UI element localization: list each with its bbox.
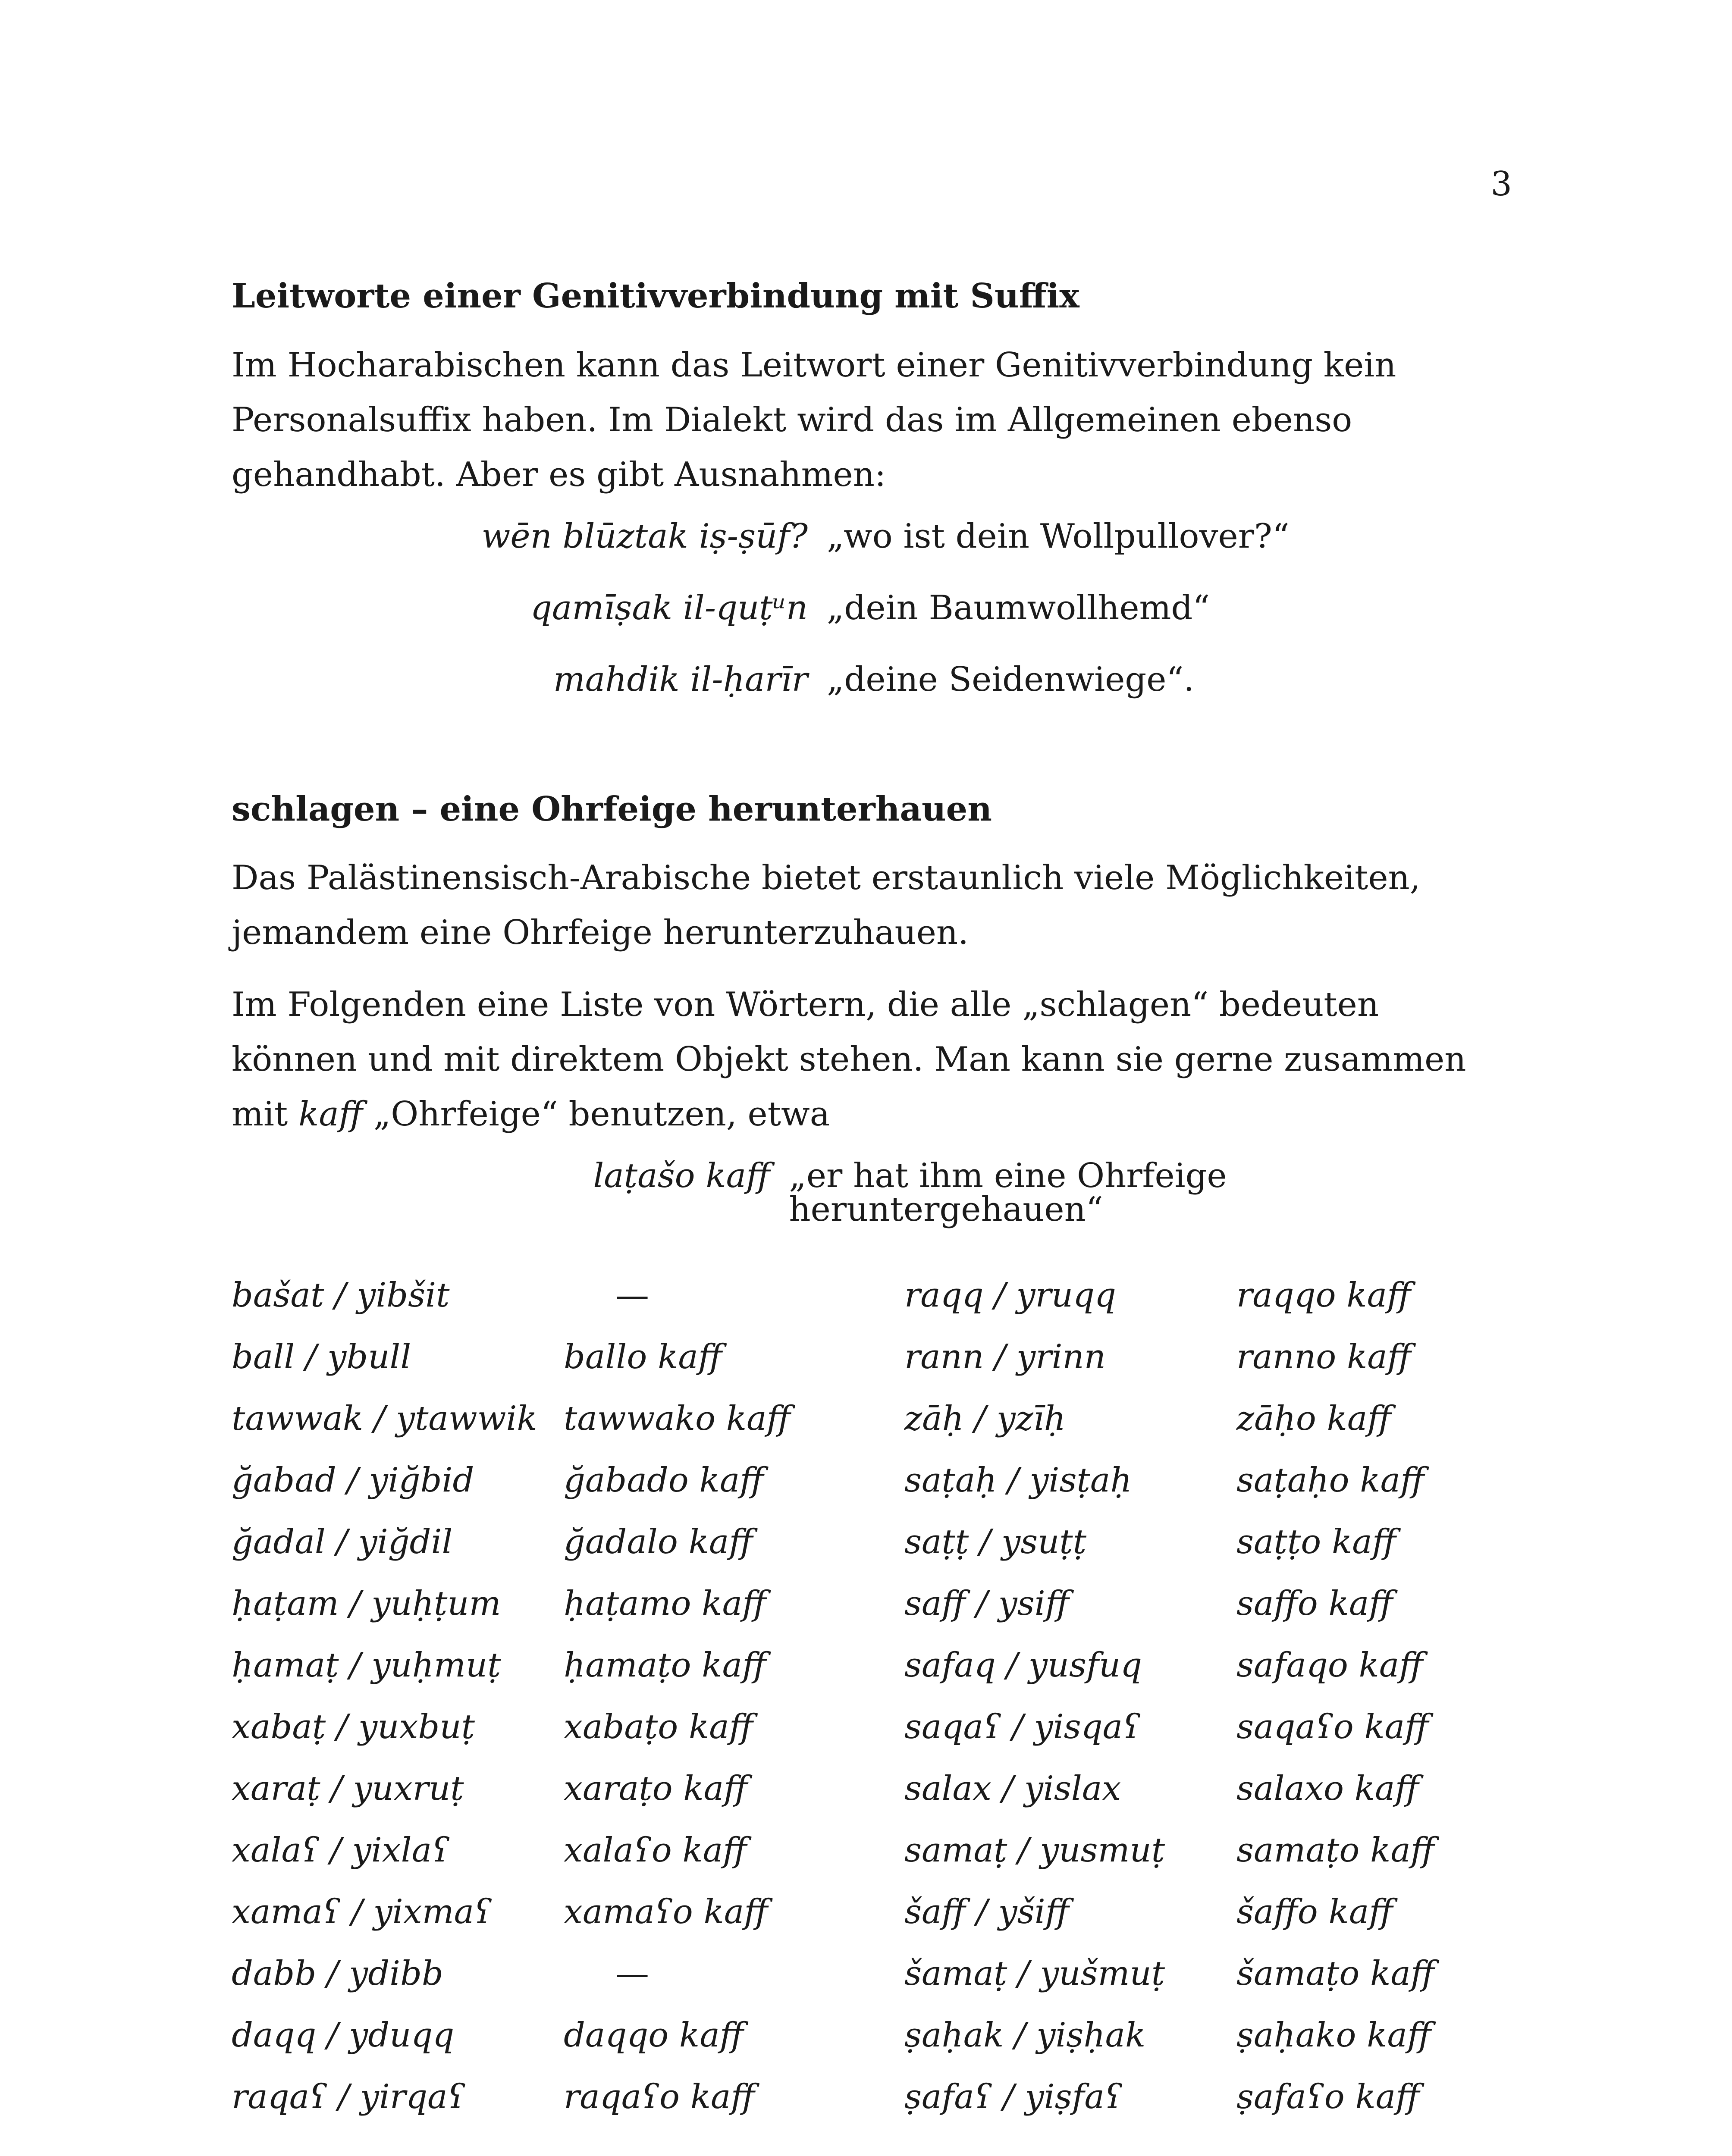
table-cell-verb-with-kaff: daqqo kaff — [564, 2016, 744, 2055]
table-cell-verb-with-kaff: saṭṭo kaff — [1236, 1523, 1396, 1562]
table-cell-verb-forms: salax / yislax — [904, 1769, 1121, 1808]
table-cell-verb-with-kaff: raqaʕo kaff — [564, 2078, 755, 2117]
page-content — [232, 276, 1512, 2137]
table-cell-verb-with-kaff: xabaṭo kaff — [564, 1708, 753, 1747]
table-cell-verb-with-kaff: xaraṭo kaff — [564, 1769, 748, 1808]
paragraph-text: Im Folgenden eine Liste von Wörtern, die alle „schlagen“ bedeuten können und mit direktem Objekt stehen. Man kann sie gerne zusammen mit — [232, 985, 1466, 1134]
table-cell-verb-forms: safaq / yusfuq — [904, 1646, 1142, 1685]
table-cell-verb-with-kaff: saṭaḥo kaff — [1236, 1461, 1425, 1500]
table-cell-verb-forms: raqq / yruqq — [904, 1276, 1116, 1315]
section-heading: schlagen – eine Ohrfeige herunterhauen — [232, 789, 992, 829]
table-cell-verb-forms: tawwak / ytawwik — [232, 1399, 537, 1438]
table-cell-verb-forms: saṭaḥ / yisṭaḥ — [904, 1461, 1132, 1500]
table-cell-verb-with-kaff: šamaṭo kaff — [1236, 1954, 1435, 1993]
example-row — [232, 588, 1512, 627]
section-paragraph: Im Hocharabischen kann das Leitwort einer Genitivverbindung kein Personalsuffix haben. Im Dialekt wird das im Allgemeinen ebenso gehandhabt. Aber es gibt Ausnahmen: — [232, 345, 1396, 494]
table-cell-verb-with-kaff: raqqo kaff — [1236, 1276, 1411, 1315]
table-cell-verb-forms: ğabad / yiğbid — [232, 1461, 474, 1500]
table-cell-verb-with-kaff: ğabado kaff — [564, 1461, 764, 1500]
example-row — [232, 517, 1512, 556]
table-cell-verb-forms: ḥaṭam / yuḥṭum — [232, 1584, 501, 1623]
table-cell-verb-with-kaff: salaxo kaff — [1236, 1769, 1419, 1808]
example-german: „dein Baumwollhemd“ — [827, 588, 1210, 627]
example-arabic: wēn blūztak iṣ-ṣūf? — [481, 517, 808, 556]
table-cell-verb-with-kaff: — — [615, 1276, 649, 1315]
table-cell-verb-with-kaff: ḥaṭamo kaff — [564, 1584, 766, 1623]
table-cell-verb-forms: xamaʕ / yixmaʕ — [232, 1893, 492, 1932]
table-cell-verb-with-kaff: saqaʕo kaff — [1236, 1708, 1429, 1747]
table-cell-verb-forms: zāḥ / yzīḥ — [904, 1399, 1066, 1438]
verb-table — [232, 1274, 1512, 2137]
section-genitive — [232, 276, 1512, 699]
table-cell-verb-forms: saṭṭ / ysuṭṭ — [904, 1523, 1087, 1562]
example-list — [232, 517, 1512, 699]
table-cell-verb-with-kaff: — — [615, 1954, 649, 1993]
table-cell-verb-forms: daqq / yduqq — [232, 2016, 455, 2055]
paragraph-text: „Ohrfeige“ benutzen, etwa — [363, 1095, 830, 1134]
table-cell-verb-forms: šamaṭ / yušmuṭ — [904, 1954, 1165, 1993]
table-cell-verb-with-kaff: ḥamaṭo kaff — [564, 1646, 766, 1685]
table-cell-verb-with-kaff: xalaʕo kaff — [564, 1831, 747, 1870]
section-heading: Leitworte einer Genitivverbindung mit Suffix — [232, 276, 1079, 316]
table-cell-verb-with-kaff: tawwako kaff — [564, 1399, 791, 1438]
table-cell-verb-forms: xaraṭ / yuxruṭ — [232, 1769, 464, 1808]
table-cell-verb-forms: rann / yrinn — [904, 1338, 1106, 1377]
paragraph-italic-word: kaff — [298, 1095, 363, 1134]
table-cell-verb-with-kaff: safaqo kaff — [1236, 1646, 1423, 1685]
page-number: 3 — [1490, 165, 1512, 204]
table-cell-verb-forms: dabb / ydibb — [232, 1954, 443, 1993]
table-cell-verb-forms: saff / ysiff — [904, 1584, 1069, 1623]
example-arabic: laṭašo kaff — [593, 1156, 770, 1196]
table-cell-verb-forms: samaṭ / yusmuṭ — [904, 1831, 1165, 1870]
section-paragraph: Das Palästinensisch-Arabische bietet erstaunlich viele Möglichkeiten, jemandem eine Ohrfeige herunterzuhauen. — [232, 859, 1421, 953]
table-cell-verb-forms: ball / ybull — [232, 1338, 411, 1377]
example-german: „deine Seidenwiege“. — [827, 660, 1195, 699]
table-cell-verb-forms: šaff / yšiff — [904, 1893, 1069, 1932]
table-cell-verb-with-kaff: ṣafaʕo kaff — [1236, 2078, 1420, 2117]
section-paragraph — [232, 978, 1512, 1142]
table-cell-verb-forms: ṣaḥak / yiṣḥak — [904, 2016, 1146, 2055]
example-row — [232, 660, 1512, 699]
table-cell-verb-forms: ṣafaʕ / yiṣfaʕ — [904, 2078, 1123, 2117]
table-cell-verb-with-kaff: zāḥo kaff — [1236, 1399, 1391, 1438]
table-cell-verb-with-kaff: ṣaḥako kaff — [1236, 2016, 1431, 2055]
table-cell-verb-forms: saqaʕ / yisqaʕ — [904, 1708, 1141, 1747]
table-cell-verb-with-kaff: ğadalo kaff — [564, 1523, 753, 1562]
table-cell-verb-with-kaff: šaffo kaff — [1236, 1893, 1393, 1932]
table-cell-verb-forms: xalaʕ / yixlaʕ — [232, 1831, 450, 1870]
table-cell-verb-forms: xabaṭ / yuxbuṭ — [232, 1708, 475, 1747]
example-german: „er hat ihm eine Ohrfeige heruntergehauen“ — [789, 1156, 1227, 1229]
table-cell-verb-forms: ḥamaṭ / yuḥmuṭ — [232, 1646, 501, 1685]
table-cell-verb-with-kaff: saffo kaff — [1236, 1584, 1393, 1623]
example-arabic: qamīṣak il-quṭᵘn — [530, 588, 808, 627]
table-cell-verb-with-kaff: samaṭo kaff — [1236, 1831, 1435, 1870]
table-cell-verb-with-kaff: ranno kaff — [1236, 1338, 1412, 1377]
example-arabic: mahdik il-ḥarīr — [553, 660, 808, 699]
section-schlagen — [232, 789, 1512, 2137]
example-row — [232, 1156, 1512, 1229]
table-cell-verb-forms: raqaʕ / yirqaʕ — [232, 2078, 466, 2117]
table-cell-verb-forms: bašat / yibšit — [232, 1276, 450, 1315]
table-cell-verb-with-kaff: xamaʕo kaff — [564, 1893, 768, 1932]
table-cell-verb-with-kaff: ballo kaff — [564, 1338, 722, 1377]
table-cell-verb-forms: ğadal / yiğdil — [232, 1523, 453, 1562]
example-german: „wo ist dein Wollpullover?“ — [827, 517, 1290, 556]
